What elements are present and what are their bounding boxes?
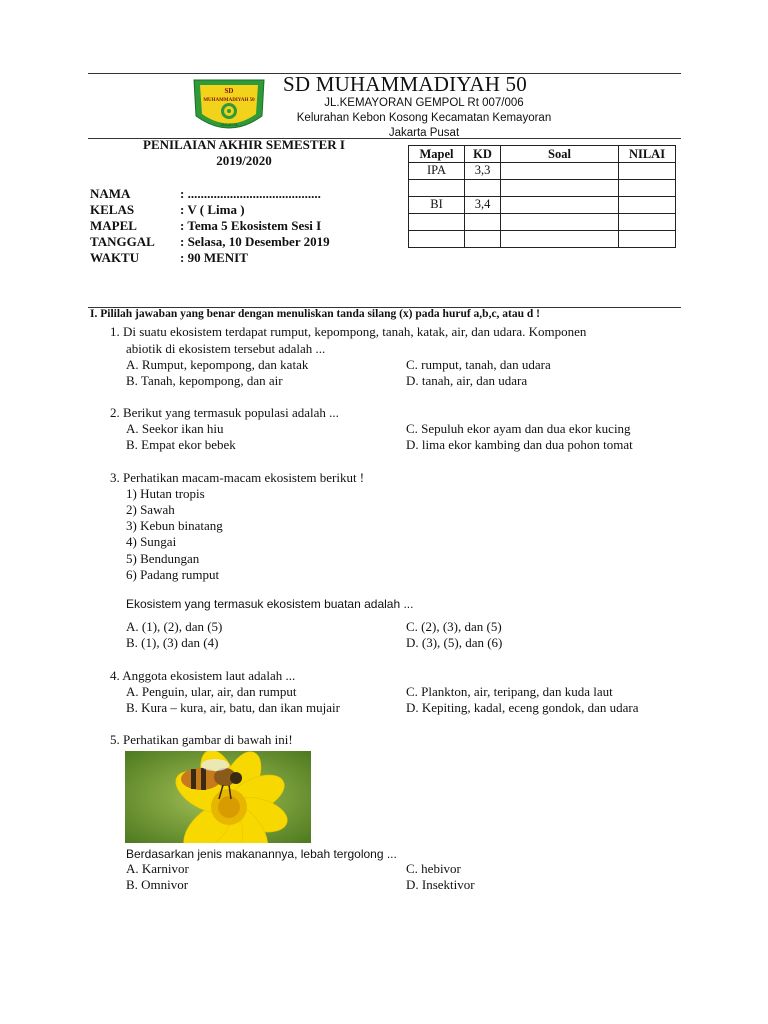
address-line-1: JL.KEMAYORAN GEMPOL Rt 007/006 bbox=[324, 97, 524, 109]
q2-option-b[interactable]: B. Empat ekor bebek bbox=[126, 437, 236, 452]
identity-value: : V ( Lima ) bbox=[180, 202, 245, 217]
table-cell[interactable] bbox=[619, 180, 676, 197]
q1-option-d[interactable]: D. tanah, air, dan udara bbox=[406, 373, 528, 388]
table-cell: BI bbox=[409, 197, 465, 214]
q1-option-b[interactable]: B. Tanah, kepompong, dan air bbox=[126, 373, 283, 388]
table-row bbox=[409, 180, 676, 197]
table-cell[interactable] bbox=[619, 197, 676, 214]
score-table bbox=[408, 145, 676, 248]
identity-value: : Tema 5 Ekosistem Sesi I bbox=[180, 218, 322, 233]
q4-option-c[interactable]: C. Plankton, air, teripang, dan kuda laut bbox=[406, 684, 613, 699]
svg-text:SD: SD bbox=[224, 87, 234, 95]
q3-list-item: 6) Padang rumput bbox=[126, 567, 220, 582]
identity-key: NAMA bbox=[90, 186, 131, 201]
question-1-text-cont: abiotik di ekosistem tersebut adalah ... bbox=[126, 341, 326, 356]
table-cell bbox=[409, 231, 465, 248]
q1-option-a[interactable]: A. Rumput, kepompong, dan katak bbox=[126, 357, 309, 372]
q2-option-a[interactable]: A. Seekor ikan hiu bbox=[126, 421, 224, 436]
header-soal: Soal bbox=[501, 146, 619, 163]
header-nilai: NILAI bbox=[619, 146, 676, 163]
table-row bbox=[409, 231, 676, 248]
identity-key: WAKTU bbox=[90, 250, 140, 265]
header-mapel: Mapel bbox=[409, 146, 465, 163]
table-cell bbox=[465, 180, 501, 197]
q5-option-d[interactable]: D. Insektivor bbox=[406, 877, 475, 892]
q1-option-c[interactable]: C. rumput, tanah, dan udara bbox=[406, 357, 551, 372]
q3-list-item: 1) Hutan tropis bbox=[126, 486, 205, 501]
q3-list-item: 4) Sungai bbox=[126, 534, 177, 549]
table-cell[interactable] bbox=[501, 180, 619, 197]
table-row bbox=[409, 197, 676, 214]
question-2-text: 2. Berikut yang termasuk populasi adalah ... bbox=[110, 405, 339, 420]
header-kd: KD bbox=[465, 146, 501, 163]
table-cell[interactable] bbox=[619, 214, 676, 231]
table-cell[interactable] bbox=[501, 197, 619, 214]
q3-option-c[interactable]: C. (2), (3), dan (5) bbox=[406, 619, 502, 634]
score-table-header bbox=[409, 146, 676, 163]
exam-title-line-2: 2019/2020 bbox=[216, 153, 272, 168]
bee-on-flower-image bbox=[125, 751, 311, 843]
question-5-text: 5. Perhatikan gambar di bawah ini! bbox=[110, 732, 293, 747]
identity-value: : 90 MENIT bbox=[180, 250, 248, 265]
table-cell bbox=[465, 214, 501, 231]
question-4-text: 4. Anggota ekosistem laut adalah ... bbox=[110, 668, 296, 683]
identity-key: TANGGAL bbox=[90, 234, 155, 249]
q4-option-a[interactable]: A. Penguin, ular, air, dan rumput bbox=[126, 684, 297, 699]
q3-option-d[interactable]: D. (3), (5), dan (6) bbox=[406, 635, 503, 650]
table-row bbox=[409, 163, 676, 180]
table-cell bbox=[465, 231, 501, 248]
table-cell bbox=[409, 214, 465, 231]
identity-key: KELAS bbox=[90, 202, 135, 217]
question-5-prompt: Berdasarkan jenis makanannya, lebah tergolong ... bbox=[126, 847, 397, 861]
table-cell bbox=[409, 180, 465, 197]
q3-option-b[interactable]: B. (1), (3) dan (4) bbox=[126, 635, 219, 650]
table-cell: IPA bbox=[409, 163, 465, 180]
q4-option-b[interactable]: B. Kura – kura, air, batu, dan ikan mujair bbox=[126, 700, 340, 715]
exam-title-line-1: PENILAIAN AKHIR SEMESTER I bbox=[143, 137, 345, 152]
q3-option-a[interactable]: A. (1), (2), dan (5) bbox=[126, 619, 223, 634]
svg-text:JAKARTA: JAKARTA bbox=[220, 122, 238, 127]
q2-option-d[interactable]: D. lima ekor kambing dan dua pohon tomat bbox=[406, 437, 633, 452]
q2-option-c[interactable]: C. Sepuluh ekor ayam dan dua ekor kucing bbox=[406, 421, 631, 436]
q5-option-b[interactable]: B. Omnivor bbox=[126, 877, 189, 892]
identity-value: : Selasa, 10 Desember 2019 bbox=[180, 234, 330, 249]
q5-option-a[interactable]: A. Karnivor bbox=[126, 861, 189, 876]
table-cell[interactable] bbox=[501, 214, 619, 231]
table-cell[interactable] bbox=[501, 163, 619, 180]
q3-list-item: 3) Kebun binatang bbox=[126, 518, 223, 533]
q3-list-item: 5) Bendungan bbox=[126, 551, 200, 566]
address-line-3: Jakarta Pusat bbox=[388, 127, 460, 139]
exam-title bbox=[128, 137, 360, 169]
table-row bbox=[409, 214, 676, 231]
q4-option-d[interactable]: D. Kepiting, kadal, eceng gondok, dan udara bbox=[406, 700, 639, 715]
question-3-text: 3. Perhatikan macam-macam ekosistem berikut ! bbox=[110, 470, 365, 485]
svg-text:MUHAMMADIYAH 50: MUHAMMADIYAH 50 bbox=[203, 98, 255, 103]
table-cell[interactable] bbox=[501, 231, 619, 248]
school-name: SD MUHAMMADIYAH 50 bbox=[283, 72, 527, 96]
table-cell[interactable] bbox=[619, 163, 676, 180]
q5-option-c[interactable]: C. hebivor bbox=[406, 861, 461, 876]
table-cell: 3,3 bbox=[465, 163, 501, 180]
q3-list-item: 2) Sawah bbox=[126, 502, 175, 517]
address-line-2: Kelurahan Kebon Kosong Kecamatan Kemayoran bbox=[296, 112, 552, 124]
name-field[interactable]: : ......................................... bbox=[180, 186, 321, 201]
identity-key: MAPEL bbox=[90, 218, 137, 233]
table-cell: 3,4 bbox=[465, 197, 501, 214]
school-logo bbox=[190, 76, 268, 136]
question-3-prompt: Ekosistem yang termasuk ekosistem buatan adalah ... bbox=[126, 597, 414, 611]
table-cell[interactable] bbox=[619, 231, 676, 248]
question-1-text: 1. Di suatu ekosistem terdapat rumput, kepompong, tanah, katak, air, dan udara. Komponen bbox=[110, 324, 587, 339]
section-instruction: I. Pililah jawaban yang benar dengan menuliskan tanda silang (x) pada huruf a,b,c, atau d ! bbox=[90, 308, 540, 320]
